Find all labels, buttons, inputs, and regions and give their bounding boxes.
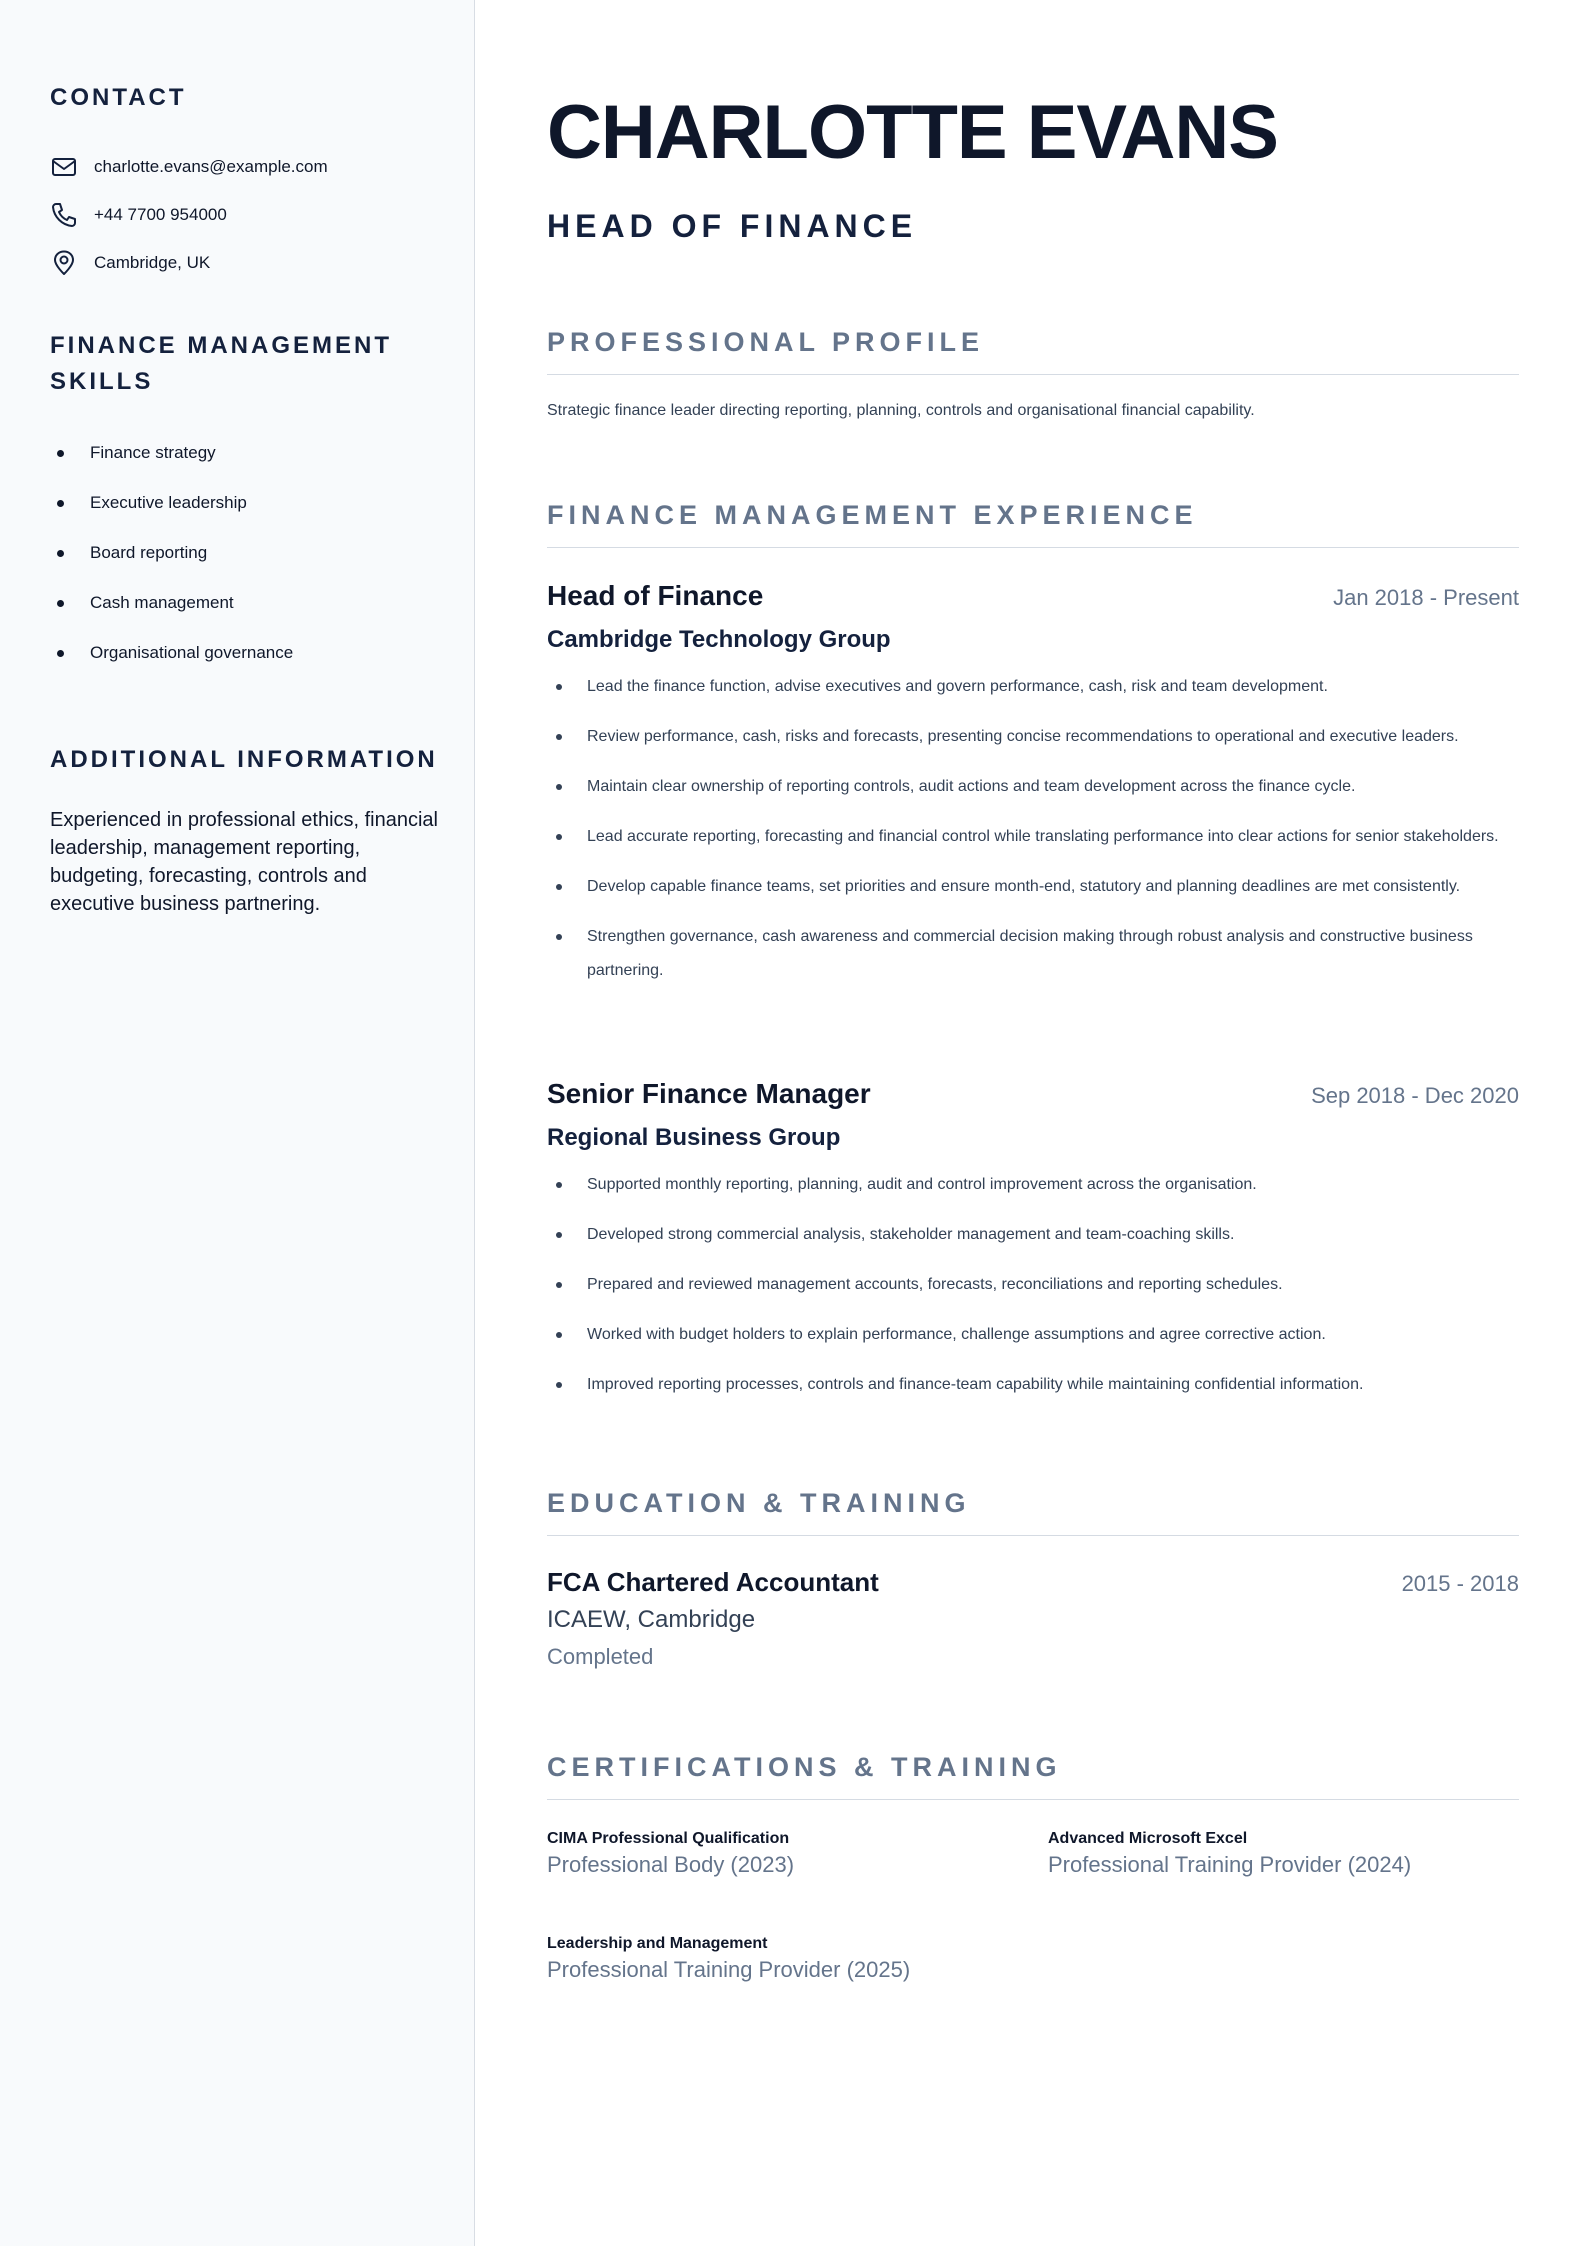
additional-info-text: Experienced in professional ethics, financial leadership, management reporting, budgeting, forecasting, controls and executive business partnering.: [50, 809, 438, 915]
skills-list: [50, 428, 430, 678]
skill-label: Board reporting: [90, 543, 208, 562]
bullet-icon: [57, 600, 64, 607]
skill-item: [50, 578, 430, 628]
skill-label: Executive leadership: [90, 493, 247, 512]
job-bullet: Supported monthly reporting, planning, audit and control improvement across the organisation.: [547, 1168, 1519, 1202]
phone-text: +44 7700 954000: [94, 205, 227, 224]
job-bullet: Develop capable finance teams, set priorities and ensure month-end, statutory and planning deadlines are met consistently.: [547, 870, 1519, 904]
contact-location: [50, 239, 430, 287]
skill-label: Cash management: [90, 593, 234, 612]
sidebar: [0, 0, 475, 2246]
certification-name: CIMA Professional Qualification: [547, 1830, 790, 1847]
contact-heading: CONTACT: [50, 84, 187, 111]
job-bullet: Improved reporting processes, controls and finance-team capability while maintaining confidential information.: [547, 1368, 1519, 1402]
job-role: Head of Finance: [547, 580, 764, 611]
job-entry: [547, 1076, 1519, 1418]
job-dates: Jan 2018 - Present: [1333, 585, 1519, 610]
job-bullet: Worked with budget holders to explain performance, challenge assumptions and agree corrective action.: [547, 1318, 1519, 1352]
job-bullet: Prepared and reviewed management accounts, forecasts, reconciliations and reporting schedules.: [547, 1268, 1519, 1302]
certification-detail: Professional Body (2023): [547, 1852, 795, 1877]
profile-heading: PROFESSIONAL PROFILE: [547, 324, 1519, 375]
skill-item: [50, 428, 430, 478]
main-content: [547, 0, 1519, 2246]
location-pin-icon: [50, 249, 78, 277]
certification-name: Leadership and Management: [547, 1935, 768, 1952]
skill-label: Finance strategy: [90, 443, 216, 462]
job-bullets: [547, 1168, 1519, 1402]
skills-heading: FINANCE MANAGEMENT SKILLS: [50, 332, 392, 395]
job-company: Cambridge Technology Group: [547, 626, 891, 653]
additional-info-heading: ADDITIONAL INFORMATION: [50, 746, 438, 773]
candidate-title: HEAD OF FINANCE: [547, 208, 918, 244]
education-heading: EDUCATION & TRAINING: [547, 1485, 1519, 1536]
education-title: FCA Chartered Accountant: [547, 1567, 879, 1597]
bullet-icon: [57, 500, 64, 507]
job-entry: [547, 578, 1519, 1004]
job-bullet: Lead the finance function, advise executives and govern performance, cash, risk and team development.: [547, 670, 1519, 704]
job-bullet: Strengthen governance, cash awareness and commercial decision making through robust analysis and constructive business partnering.: [547, 920, 1519, 988]
job-bullet: Review performance, cash, risks and forecasts, presenting concise recommendations to operational and executive leaders.: [547, 720, 1519, 754]
envelope-icon: [50, 153, 78, 181]
bullet-icon: [57, 550, 64, 557]
certification-item: [1048, 1828, 1508, 1880]
certification-detail: Professional Training Provider (2025): [547, 1957, 911, 1982]
certifications-heading: CERTIFICATIONS & TRAINING: [547, 1749, 1519, 1800]
education-institution: ICAEW, Cambridge: [547, 1606, 756, 1633]
job-bullet: Developed strong commercial analysis, stakeholder management and team-coaching skills.: [547, 1218, 1519, 1252]
bullet-icon: [57, 450, 64, 457]
education-status: Completed: [547, 1644, 654, 1669]
certification-item: [547, 1828, 1007, 1880]
experience-heading: FINANCE MANAGEMENT EXPERIENCE: [547, 497, 1519, 548]
job-bullet: Maintain clear ownership of reporting controls, audit actions and team development across the finance cycle.: [547, 770, 1519, 804]
certification-detail: Professional Training Provider (2024): [1048, 1852, 1412, 1877]
job-company: Regional Business Group: [547, 1124, 841, 1151]
profile-text: Strategic finance leader directing reporting, planning, controls and organisational financial capability.: [547, 402, 1255, 419]
certification-name: Advanced Microsoft Excel: [1048, 1830, 1248, 1847]
location-text: Cambridge, UK: [94, 253, 211, 272]
skill-item: [50, 628, 430, 678]
skill-item: [50, 528, 430, 578]
phone-icon: [50, 201, 78, 229]
bullet-icon: [57, 650, 64, 657]
contact-email[interactable]: [50, 143, 430, 191]
certification-item: [547, 1933, 1007, 1985]
education-entry: [547, 1564, 1519, 1672]
contact-phone[interactable]: [50, 191, 430, 239]
candidate-name: CHARLOTTE EVANS: [547, 90, 1278, 175]
skill-label: Organisational governance: [90, 643, 294, 662]
job-bullets: [547, 670, 1519, 988]
skill-item: [50, 478, 430, 528]
education-dates: 2015 - 2018: [1401, 1571, 1519, 1596]
email-text: charlotte.evans@example.com: [94, 157, 328, 176]
job-dates: Sep 2018 - Dec 2020: [1311, 1083, 1519, 1108]
contact-list: [50, 143, 430, 287]
job-bullet: Lead accurate reporting, forecasting and financial control while translating performance into clear actions for senior stakeholders.: [547, 820, 1519, 854]
job-role: Senior Finance Manager: [547, 1078, 871, 1109]
